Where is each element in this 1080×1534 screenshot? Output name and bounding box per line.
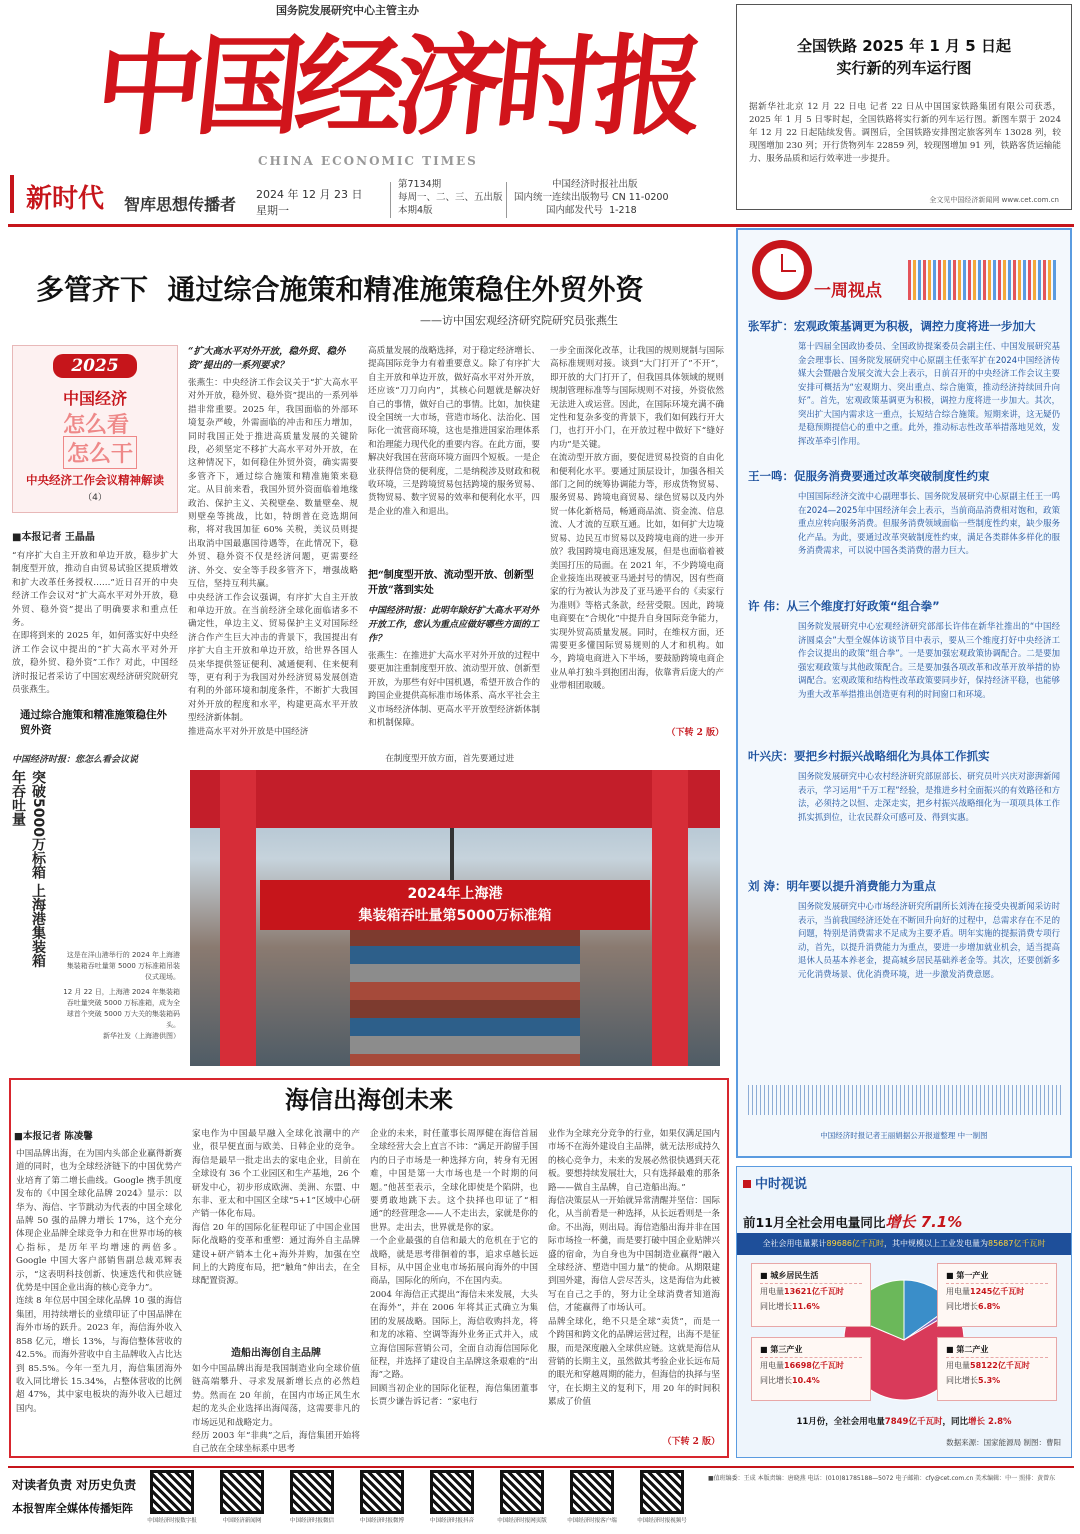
lead-side-heading: 通过综合施策和精准施策稳住外贸外资 [20,709,167,736]
lead-intro: “有序扩大自主开放和单边开放，稳步扩大制度型开放，推动自由贸易试验区提质增效和扩大改革任务授权……”近日召开的中央经济工作会议对“扩大高水平对外开放，稳外贸、稳外资”提出了明确要求和重点任务。 在即将到来的 2025 年，如何落实好中央经济工作会议中提出的“扩大高水平对外开放，稳外贸、稳外资”工作？对此，中国经济时报记者采访了中国宏观经济研究院研究员张燕生。 [12,551,178,696]
qr-code-icon [430,1470,474,1514]
weekly-item-body: 国务院发展研究中心农村经济研究部原部长、研究员叶兴庆对澎湃新闻表示，学习运用“千万工程”经验，是推进乡村全面振兴的有效路径和方法，必须持之以恒、走深走实，把乡村振兴战略细化为一项项具体工作抓实抓到位，让农民群众可感可及、得到实惠。 [798,771,1060,822]
english-name: CHINA ECONOMIC TIMES [258,154,478,168]
pie-legend-category: ■ 第一产业 [946,1268,1048,1284]
pie-legend-growth: 同比增长5.3% [946,1376,1001,1385]
footer-slogan: 对读者负责 对历史负责 [12,1478,137,1492]
clock-icon [752,240,812,300]
qr-code-label: 中国经济时报网页版 [497,1518,547,1524]
lead-headline: 多管齐下 通过综合施策和精准施策稳住外贸外资 [36,273,644,306]
sponsor-line: 国务院发展研究中心主管主办 [276,4,419,17]
chart-section-title: 中时视说 [743,1173,807,1192]
footer-rule [8,1466,1074,1468]
hisense-col-2: 家电作为中国最早融入全球化浪潮中的产业，很早便直面与欧美、日韩企业的竞争。海信是最早一批走出去的家电企业，目前在全球设有 36 个工业园区和生产基地，26 个研发中心，初步形成欧洲、美洲、东盟、中东非、亚太和中国区全球“5+1”区域中心研产销一体化布局。 海信 20 年的国际化征程印证了中国企业国际化战略的变革和重塑：通过海外自主品牌建设+研产销本土化+海外并购，加强在空间上的大跨度布局，把“触角”伸出去，在全球配置资源。 造船出海创自主品牌 如今中国品牌出海是我国制造业向全球价值链高端攀升、寻求发展新增长点的必然趋势。然而在 20 年前，在国内市场正风生水起的龙头企业选择出海闯荡，这需要非凡的市场远见和战略定力。 经历 2003 年“非典”之后，海信集团开始将自己放在全球坐标系中思考 [192,1129,360,1455]
weekly-view-credit: 中国经济时报记者王丽娟据公开报道整理 中一制图 [820,1131,988,1140]
qr-code[interactable] [280,1470,344,1530]
qr-code-label: 中国经济时报抖音 [429,1518,474,1524]
lead-subtitle: ——访中国宏观经济研究院研究员张燕生 [420,314,618,327]
weekly-item-head: 明年要以提升消费能力为重点 [786,879,937,893]
series-badge: 2025 中国经济 怎么看 怎么干 中央经济工作会议精神解读 （4） [12,345,178,513]
hisense-col-4: 业作为全球充分竞争的行业，如果仅满足国内市场不在海外建设自主品牌，就无法形成持久的核心竞争力，未来的发展必然很快遇到天花板。要想持续发展壮大，只有选择最难的那条路——做自主品牌，自己造船出海。” 海信决策层从一开始就异常清醒并坚信：国际化，从当前看是一种选择，从长远看则是一条命。不出海，则出局。海信造船出海并非在国际市场捡一杯羹，而是要打破中国企业贴牌兴盛的宿命，为自身也为中国制造业赢得“融入全球经济、塑造中国力量”的使命。从期限建到国外建，海信人尝尽苦头，这是海信为此被写在自己之手的，努力让全球消费者知道海信，才能赢得了市场认可。 品牌全球化，绝不只是全球“卖货”，而是一个跨国和跨文化的品牌运营过程，出海不是征服，而是深度融入全球供应链。这就是海信从营销的长期主义，虽然做其考验企业长远布局的眼光和穿越周期的能力，但海信的执择与坚守，在长期主义的复利下，用 20 年的时间积累成了价值 （下转 2 版） [548,1129,720,1447]
weekly-item-heading [738,878,1070,894]
masthead-rule [8,224,1074,227]
weekly-item-head: 促服务消费要通过改革突破制度性约束 [794,469,990,483]
qr-code-icon [640,1470,684,1514]
qr-code-icon [360,1470,404,1514]
pie-legend-card [751,1337,871,1401]
weekly-item-heading [738,468,1070,484]
port-photo [190,770,720,1066]
pie-legend-card [937,1337,1057,1401]
publication-numbers: 中国经济时报社出版 国内统一连续出版物号 CN 11-0200 国内邮发代号 1-218 [514,179,669,216]
lead-col-2: 高质量发展的战略选择，对于稳定经济增长、提高国际竞争力有着重要意义。除了有序扩大自主开放和单边开放，做好高水平对外开放，还应该“刀刀向内”，其核心问题就是解决好自己的事情，做好自己的事情。比如，加快建设全国统一大市场，营造市场化、法治化、国际化一流营商环境，这也是推进国家治理体系和治理能力现代化的重要内容。在此方面，要解决好我国在营商环境方面四个短板。一是企业获得信贷的便利度，二是纳税涉及财政和税收环境，三是跨境贸易包括跨境的服务贸易、货物贸易、数字贸易的效率和便利化水平，四是企业的准入和退出。 把“制度型开放、流动型开放、创新型开放”落到实处 中国经济时报：此明年除好扩大高水平对外开放工作，您认为重点应做好哪些方面的工作？ 张燕生：在推进扩大高水平对外开放的过程中要更加注重制度型开放、流动型开放、创新型开放，为那些有好中国机遇，希望开放合作的跨国企业提供高标准市场体系、高水平社会主义市场经济体制、更高水平开放型经济新体制和机制保障。 [368,346,540,729]
qr-code-label: 中国经济时报微博 [359,1518,404,1524]
weekly-item-name: 刘 涛： [748,879,787,893]
crane-leg [652,770,688,1066]
hisense-headline: 海信出海创未来 [285,1085,453,1114]
qr-code-icon [220,1470,264,1514]
continued-note: （下转 2 版） [662,1437,720,1447]
qr-code-label: 中国经济时报数字报 [147,1518,197,1524]
pie-legend-value: 用电量13621亿千瓦时 [760,1287,844,1296]
photo-vertical-title: 突破5000万标箱 上海港集装箱年吞吐量 [10,770,46,968]
qr-code[interactable] [210,1470,274,1530]
chart-panel [736,1166,1072,1458]
top-news-source: 全文见中国经济新闻网 www.cet.com.cn [929,196,1059,204]
tag-new-era: 新时代 [26,184,105,214]
qr-code[interactable] [140,1470,204,1530]
hisense-col-1: 中国品牌出海，在为国内头部企业赢得新赛道的同时，也为全球经济链下的中国优势产业培育了第二增长曲线。Google 携手凯度发布的《中国全球化品牌 2024》显示：以华为、海信、字节跳动为代表的中国全球化品牌 50 强的品牌力增长 17%，这个充分体现企业品牌全球竞争力和在世界市场的核心指标，是历年平均增速的两倍多。Google 中国大客户部销售副总裁邓辉表示，“这表明科技创新、快速迭代和供应链优势是中国企业出海的核心竞争力”。 连续 8 年位居中国全球化品牌 10 强的海信集团，用持续增长的业绩印证了中国品牌在海外市场的跃升。2023 年，海信海外收入 858 亿元，增长 13%，与海信整体营收的 42.5%。而海外营收中自主品牌收入占比达到 85.5%。今年一至九月，海信集团海外收入同比增长 15.34%，占整体营收的比例超 47%，其中家电板块的海外收入已超过国内。 [16,1149,182,1414]
lead-col-3: 一步全面深化改革，让我国的规则规制与国际高标准规则对接。谈到“大门打开了”不开“，即开放的大门打开了，但我国具体领域的规则规制管理标准等与国际规则不对接，外资依然无法进入或运营。因此，在国际环境充满不确定性和复杂多变的背景下，我们如何践行开大门，也打开小门，在开放过程中做好下“缝好内功”是关键。 在流动型开放方面，要促进贸易投资的自由化和便利化水平。要通过顶层设计，加强各相关部门之间的统筹协调能力等，形成货物贸易、服务贸易、跨境电商贸易、绿色贸易以及内外贸一体化新格局，畅通商品流、资金流、信息流、人才流的互联互通。比如，如何扩大边境贸易、边民互市贸易以及跨境电商的进一步开放？我国跨境电商迅速发展，但是也面临着被美国打压的局面。在 2021 年，不少跨境电商企业接连出现被亚马逊封号的情况，因有些商家的行为被认为涉及了亚马逊平台的《卖家行为准则》等格式条款，经营受限。因此，跨境电商要在“合规化”中提升自身国际竞争能力，实现外贸高质量发展。同时，在维权方面，还需要更多懂国际贸易规则的人才和机构。如今，跨境电商进入下半场，要鼓励跨境电商企业从单打独斗到抱团出海，依靠背后庞大的产业带相团取暖。 （下转 2 版） [550,346,724,738]
divider [390,182,391,218]
issue-date: 2024 年 12 月 23 日 [256,188,363,201]
qr-code-icon [500,1470,544,1514]
weekly-view-panel [736,228,1072,1158]
qr-code-label: 中国经济时报视频号 [637,1518,687,1524]
hisense-col-3: 企业的未来，时任董事长周厚健在海信首届全球经营大会上直言不讳：“满足开韵留手国内的日子市场是一种选择方向，转身有无困难，中国是第一大市场也是一个时期的问题。”他甚至表示，全球化即使是个陷阱，也要勇敢地跳下去。这个抉择也印证了“相通”的经营理念——人不走出去，家就是你的世界。走出去，世界就是你的家。 一个企业最强的自信和最大的危机在于它的战略，就是思考徘徊着的事，追求卓越长远目标，从中国企业电市场拓展向海外的中国商品，国际化的所向，不在国内卖。 2004 年海信正式提出“海信未来发展，大头在海外”，并在 2006 年将其正式确立为集团的发展战略。国际上，海信收购抖龙，将和龙的冰箱、空调等海外业务正式并入，成立海信国际营销公司，全面自动海信国际化征程，并选择了建设自主品牌这条艰难的“出海”之路。 回顾当初企业的国际化征程，海信集团董事长贾少谦告诉记者：“家电行 [370,1129,538,1408]
qr-code-icon [290,1470,334,1514]
weekly-item-heading [738,748,1070,764]
qr-code-label: 中国经济时报微信 [289,1518,334,1524]
footer-imprint: ■值班编委：王成 本版责编：唐晓燕 电话：(010)81785188—5072 电子邮箱：cfy@cet.com.cn 美术编辑：中一 照排：黄曾东 [708,1475,1056,1482]
qr-code[interactable] [560,1470,624,1530]
weekly-item-head: 要把乡村振兴战略细化为具体工作抓实 [794,749,990,763]
footer-matrix: 本报智库全媒体传播矩阵 [12,1502,133,1515]
weekly-item-heading [738,318,1070,334]
pie-legend-category: ■ 第三产业 [760,1342,862,1358]
weekly-item-name: 张军扩： [748,319,794,333]
qr-code-label: 中国经济时报客户端 [567,1518,617,1524]
lead-side-question: 中国经济时报：您怎么看会议说 [12,755,139,765]
tag-bar [10,175,14,213]
qr-code-label: 中国经济新闻网 [222,1518,262,1524]
photo-caption: 这是在洋山港举行的 2024 年上海港集装箱吞吐量第 5000 万标准箱吊装仪式现场。 12 月 22 日，上海港 2024 年集装箱吞吐量突破 5000 万标准箱，成为全球首个突破 5000 万大关的集装箱码头。 新华社发（上海港供图） [63,951,180,1040]
qr-code-row [140,1470,700,1530]
qr-code[interactable] [490,1470,554,1530]
pie-legend-value: 用电量16698亿千瓦时 [760,1361,844,1370]
pie-legend-growth: 同比增长6.8% [946,1302,1001,1311]
lead-col-1: “扩大高水平对外开放，稳外贸、稳外资”提出的一系列要求？ 张燕生：中央经济工作会议关于“扩大高水平对外开放，稳外贸、稳外资”提出的一系列举措非常重要。2025 年，我国面临的外部环境复杂严峻，外需面临的冲击和压力增加，同时我国正处于推进高质量发展的关键阶段，必须坚定不移扩大高水平对外开放，在这种情况下，如何稳住外贸外资，确实需要多管齐下，通过综合施策和精准施策来稳定。从目前来看，我国外贸外资面临着地缘政治、保护主义、关税壁垒、数量壁垒、规则壁垒等挑战，比如，特朗普在竞选期间称，将对我国加征 60% 关税，美议员则提出取消中国最惠国待遇等，在此情况下，稳外贸、稳外资不仅是经济问题，更需要经济、外交、安全等手段多管齐下，增强战略互信，坚持互利共赢。 中央经济工作会议强调，有序扩大自主开放和单边开放。在当前经济全球化面临诸多不确定性，单边主义、贸易保护主义对国际经济合作产生巨大冲击的背景下，我国提出有序扩大自主开放和单边开放，给世界各国人员来华提供签证便利、减通便利、住来便利等，更有利于为我国对外经济贸易发展创造有利的外部环境和制度条件，不断扩大我国对外开放的程度和水平，构建更高水平开放型经济新体制。 推进高水平对外开放是中国经济 [188,346,358,737]
tag-think-tank: 智库思想传播者 [124,195,237,214]
weekly-item [738,468,1070,558]
color-bars-decoration [908,260,1058,300]
pie-legend-category: ■ 城乡居民生活 [760,1268,862,1284]
crane-beam [190,770,720,828]
qr-code[interactable] [630,1470,694,1530]
divider [506,182,507,218]
weekly-item [738,748,1070,824]
weekly-item-name: 王一鸣： [748,469,794,483]
chart-source: 数据来源：国家能源局 制图：曹阳 [946,1438,1061,1447]
chart-footer: 11月份，全社会用电量7849亿千瓦时，同比增长 2.8% [796,1417,1012,1427]
crane-leg [220,770,256,1066]
chart-title: 前11月全社会用电量同比增长 7.1% [743,1213,963,1231]
weekly-item-heading [738,598,1070,614]
top-news-title: 全国铁路 2025 年 1 月 5 日起 实行新的列车运行图 [797,37,1011,77]
issue-weekday: 星期一 [256,204,289,217]
hisense-byline: ■本报记者 陈凌馨 [14,1131,93,1142]
issue-info: 第7134期 每周一、二、三、五出版 本期4版 [398,179,503,216]
weekly-item-head: 宏观政策基调更为积极，调控力度将进一步加大 [794,319,1036,333]
weekly-item-name: 叶兴庆： [748,749,794,763]
newspaper-logo: 中国经济时报 [89,24,703,150]
top-news-box [736,4,1072,210]
qr-code[interactable] [420,1470,484,1530]
pie-legend-category: ■ 第二产业 [946,1342,1048,1358]
waveform-decoration [748,1085,1062,1115]
weekly-item-body: 国务院发展研究中心宏观经济研究部部长许伟在新华社推出的“中国经济圆桌会”大型全媒体访谈节目中表示，要从三个维度打好中央经济工作会议提出的政策“组合拳”。一是要加强宏观政策协调配合。二是要加强宏观政策与其他政策配合。三是要加强各项改革和改革开放举措的协调配合。宏观政策和结构性改革政策要同步好，保持经济平稳，也能够为重大改革举措推出创造更有利的时间窗口和环境。 [798,621,1060,699]
pie-legend-growth: 同比增长11.6% [760,1302,820,1311]
weekly-item-body: 中国国际经济交流中心副理事长、国务院发展研究中心原副主任王一鸣在2024—2025年中国经济年会上表示，当前商品消费相对饱和，政策重点应转向服务消费。但服务消费领域面临一些制度性约束，缺少服务化产品。为此，要通过改革突破制度性约束，满足各类群体多样化的服务消费需求，可以说中国各类消费的潜力巨大。 [798,491,1060,555]
weekly-view-title: 一周视点 [814,281,882,301]
weekly-item-head: 从三个维度打好政策“组合拳” [786,599,940,613]
photo-banner: 2024年上海港 集装箱吞吐量第5000万标准箱 [260,880,650,930]
continued-note: （下转 2 版） [666,728,724,738]
weekly-item [738,878,1070,981]
lead-col-4: 在制度型开放方面，首先要通过进 [385,754,515,764]
weekly-item-body: 国务院发展研究中心市场经济研究所副所长刘涛在接受央视新闻采访时表示，当前我国经济还处在不断回升向好的过程中，总需求存在不足的问题，特别是消费需求不足成为主要矛盾。明年实施的提振消费专项行动，首先，以提升消费能力为重点，要进一步增加就业机会，适当提高退休人员基本养老金，提高城乡居民基础养老金等。其次，还要创新多元化消费场景、优化消费环境，进一步激发消费意愿。 [798,901,1060,979]
pie-legend-value: 用电量58122亿千瓦时 [946,1361,1030,1370]
pie-legend-card [937,1263,1057,1327]
qr-code-icon [150,1470,194,1514]
pie-legend-growth: 同比增长10.4% [760,1376,820,1385]
container-stack [350,928,580,1066]
chart-summary: 全社会用电量累计89686亿千瓦时，其中规模以上工业发电量为85687亿千瓦时 [737,1233,1071,1255]
weekly-item-name: 许 伟： [748,599,787,613]
weekly-item-body: 第十四届全国政协委员、全国政协提案委员会副主任、中国发展研究基金会理事长、国务院发展研究中心原副主任张军扩在2024中国经济传媒大会暨融合发展交流大会上表示，日前召开的中央经济工作会议主要安排可概括为“宏观期力、突出重点、综合施策，推动经济持续回升向好”。首先，宏观政策基调更为积极，调控力度将进一步加大。其次，突出扩大国内需求这一重点，长短结合综合施策。短期来讲，这无疑仍是稳预期提信心的重中之重。此外，推动标志性改革举措落地见效，发挥改革牵引作用。 [798,341,1060,446]
pie-legend-value: 用电量1245亿千瓦时 [946,1287,1025,1296]
weekly-item [738,598,1070,701]
qr-code-icon [570,1470,614,1514]
lead-byline: ■本报记者 王晶晶 [12,532,95,543]
pie-legend-card [751,1263,871,1327]
qr-code[interactable] [350,1470,414,1530]
top-news-body: 据新华社北京 12 月 22 日电 记者 22 日从中国国家铁路集团有限公司获悉，2025 年 1 月 5 日零时起，全国铁路将实行新的列车运行图。新图车票于 2024 年 12 月 22 日起陆续发售。调图后，全国铁路安排图定旅客列车 13028 列，较现图增加 230 列；开行货物列车 22859 列，较现图增加 91 列，铁路客货运输能力、服务品质和运行效率进一步提升。 [749,102,1061,164]
weekly-item [738,318,1070,448]
